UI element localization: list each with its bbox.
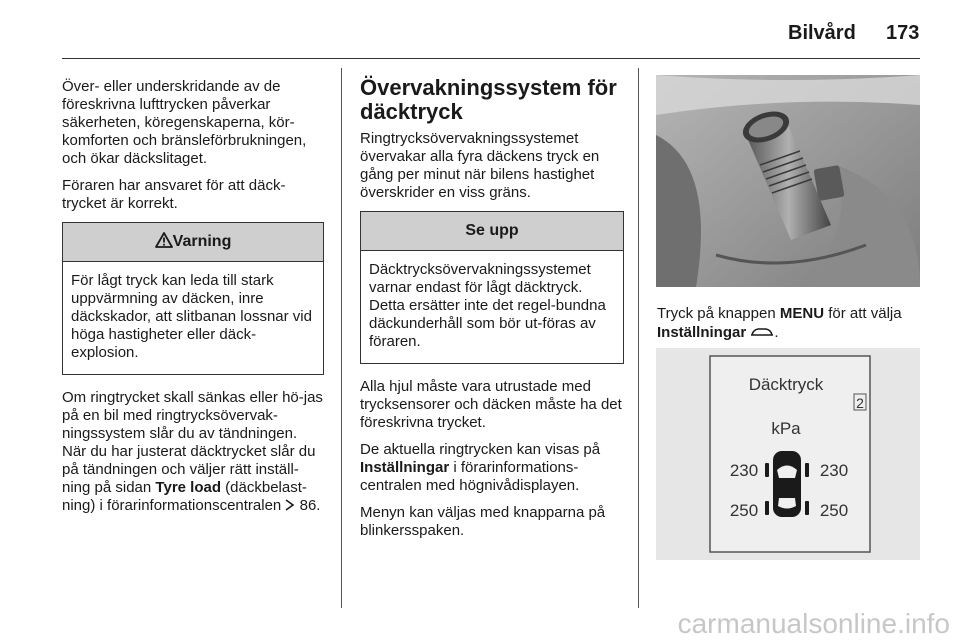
paragraph: Alla hjul måste vara utrustade med trycksensorer och däcken måste ha det föreskrivna trycket.	[360, 378, 622, 431]
paragraph	[62, 389, 324, 515]
caption-end: .	[774, 324, 779, 341]
warning-box	[62, 222, 324, 375]
paragraph: Menyn kan väljas med knapparna på blinkersspaken.	[360, 504, 606, 539]
column-divider	[341, 68, 342, 608]
page-number: 173	[886, 22, 920, 44]
paragraph-text: (däckbelast-ning) i förarinformationscentralen	[62, 479, 307, 514]
car-settings-icon	[750, 326, 774, 338]
caution-box	[360, 211, 624, 364]
tyre-pressure-display-illustration	[656, 348, 920, 560]
column-1	[62, 78, 324, 524]
front-left-pressure: 230	[729, 461, 759, 480]
photo-caption	[657, 304, 927, 342]
menu-term: Tyre load	[155, 479, 221, 496]
page-indicator: 2	[856, 395, 864, 411]
display-screen	[656, 348, 920, 560]
column-2	[360, 76, 624, 549]
warning-title: Varning	[172, 233, 232, 250]
caption-text: Tryck på knappen	[657, 305, 776, 322]
paragraph-text: i förarinformations-centralen med högnivådisplayen.	[360, 459, 580, 494]
paragraph-text: De aktuella ringtrycken kan visas på	[360, 441, 601, 458]
caution-body: Däcktrycksövervakningssystemet varnar endast för lågt däcktryck. Detta ersätter inte det regel-bundna däckunderhåll som bör ut-föras av föraren.	[369, 261, 606, 350]
caption-text: för att välja	[828, 305, 902, 322]
paragraph-text: Om ringtrycket skall sänkas eller hö-jas på en bil med ringtrycksövervak-ningssystem slår du av tändningen. När du har justerat däcktrycket slår du på tändningen och väljer rätt inställ-ning på sidan	[62, 389, 323, 496]
section-title: Bilvård	[788, 22, 856, 44]
pressure-unit: kPa	[771, 419, 801, 438]
section-heading: Övervakningssystem för däcktryck	[360, 75, 617, 124]
header-rule	[62, 58, 920, 59]
rear-right-pressure: 250	[819, 501, 849, 520]
warning-body: För lågt tryck kan leda till stark uppvärmning av däcken, inre däckskador, att slitbanan lossnar vid höga hastigheter eller däck-explosion.	[71, 272, 312, 361]
menu-button-term: MENU	[779, 305, 825, 322]
paragraph	[360, 441, 624, 495]
stalk-photo	[656, 75, 920, 287]
page-header	[0, 0, 960, 60]
rear-left-pressure: 250	[729, 501, 759, 520]
page-ref-arrow-icon	[285, 499, 295, 511]
turn-signal-stalk-illustration	[656, 75, 920, 287]
menu-term: Inställningar	[360, 459, 450, 476]
warning-triangle-icon	[155, 232, 173, 248]
warning-header	[63, 223, 323, 262]
caution-header: Se upp	[361, 212, 623, 251]
settings-term: Inställningar	[657, 324, 747, 341]
display-title: Däcktryck	[748, 375, 824, 394]
paragraph: Föraren har ansvaret för att däck-trycket är korrekt.	[62, 177, 286, 212]
page-reference[interactable]: 86.	[299, 497, 321, 514]
watermark: carmanualsonline.info	[677, 608, 950, 639]
column-divider	[638, 68, 639, 608]
paragraph: Ringtrycksövervakningssystemet övervakar alla fyra däckens tryck en gång per minut när bilens hastighet överskrider en viss gräns.	[360, 130, 600, 201]
front-right-pressure: 230	[819, 461, 849, 480]
paragraph: Över- eller underskridande av de föreskrivna lufttrycken påverkar säkerheten, köregenskaperna, kör-komforten och bränsleförbrukningen, och ökar däckslitaget.	[62, 78, 307, 167]
